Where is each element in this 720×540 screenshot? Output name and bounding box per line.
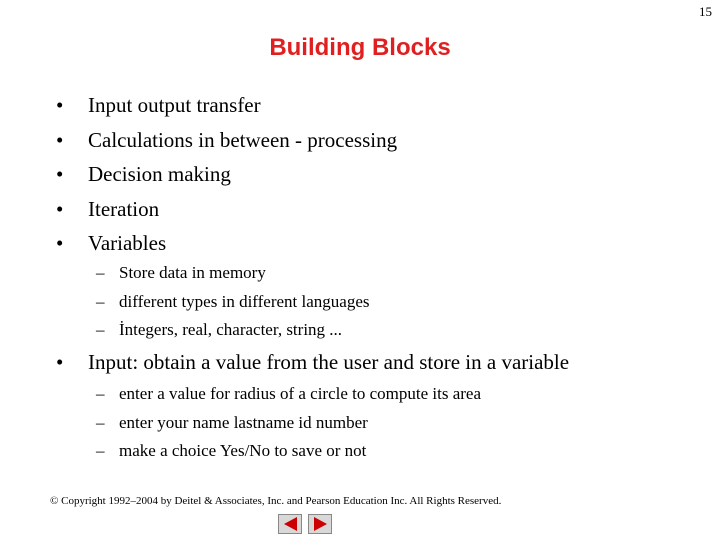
input-bullet-list [56, 345, 569, 380]
page-number: 15 [699, 4, 712, 19]
copyright-notice: © Copyright 1992–2004 by Deitel & Associates, Inc. and Pearson Education Inc. All Rights Reserved. [50, 495, 502, 507]
bullet-icon: • [56, 350, 64, 374]
sub-list-item [96, 288, 370, 317]
sub-list-item [96, 259, 370, 288]
bullet-icon: • [56, 93, 64, 117]
previous-slide-button[interactable] [278, 514, 302, 534]
slide-navigation [278, 514, 332, 534]
sub-list-item [96, 380, 481, 409]
sub-list-item [96, 409, 481, 438]
dash-icon: – [96, 412, 105, 432]
bullet-text: Input: obtain a value from the user and store in a variable [88, 350, 570, 374]
dash-icon: – [96, 384, 105, 403]
dash-icon: – [96, 291, 105, 311]
variables-sub-list [96, 259, 370, 345]
bullet-text: Decision making [88, 162, 231, 186]
sub-bullet-text: İntegers, real, character, string ... [119, 320, 343, 339]
sub-bullet-text: Store data in memory [119, 263, 266, 282]
bullet-icon: • [56, 127, 64, 152]
list-item [56, 123, 397, 158]
next-slide-button[interactable] [308, 514, 332, 534]
bullet-text: Calculations in between - processing [88, 127, 398, 152]
sub-list-item [96, 437, 481, 466]
next-slide-icon [314, 517, 327, 531]
sub-list-item [96, 316, 370, 345]
sub-bullet-text: make a choice Yes/No to save or not [119, 441, 367, 460]
previous-slide-icon [284, 517, 297, 531]
sub-bullet-text: different types in different languages [119, 291, 370, 311]
slide-title: Building Blocks [269, 34, 451, 61]
list-item [56, 226, 397, 261]
list-item [56, 345, 569, 380]
dash-icon: – [96, 441, 105, 460]
bullet-icon: • [56, 231, 64, 255]
sub-bullet-text: enter your name lastname id number [119, 412, 368, 432]
dash-icon: – [96, 263, 105, 282]
sub-bullet-text: enter a value for radius of a circle to compute its area [119, 384, 482, 403]
bullet-icon: • [56, 162, 64, 186]
input-sub-list [96, 380, 481, 466]
dash-icon: – [96, 320, 105, 339]
bullet-text: Iteration [88, 196, 160, 221]
bullet-text: Variables [88, 231, 167, 255]
list-item [56, 192, 397, 227]
list-item [56, 88, 397, 123]
bullet-text: Input output transfer [88, 93, 261, 117]
main-bullet-list [56, 88, 397, 261]
bullet-icon: • [56, 196, 64, 221]
list-item [56, 157, 397, 192]
